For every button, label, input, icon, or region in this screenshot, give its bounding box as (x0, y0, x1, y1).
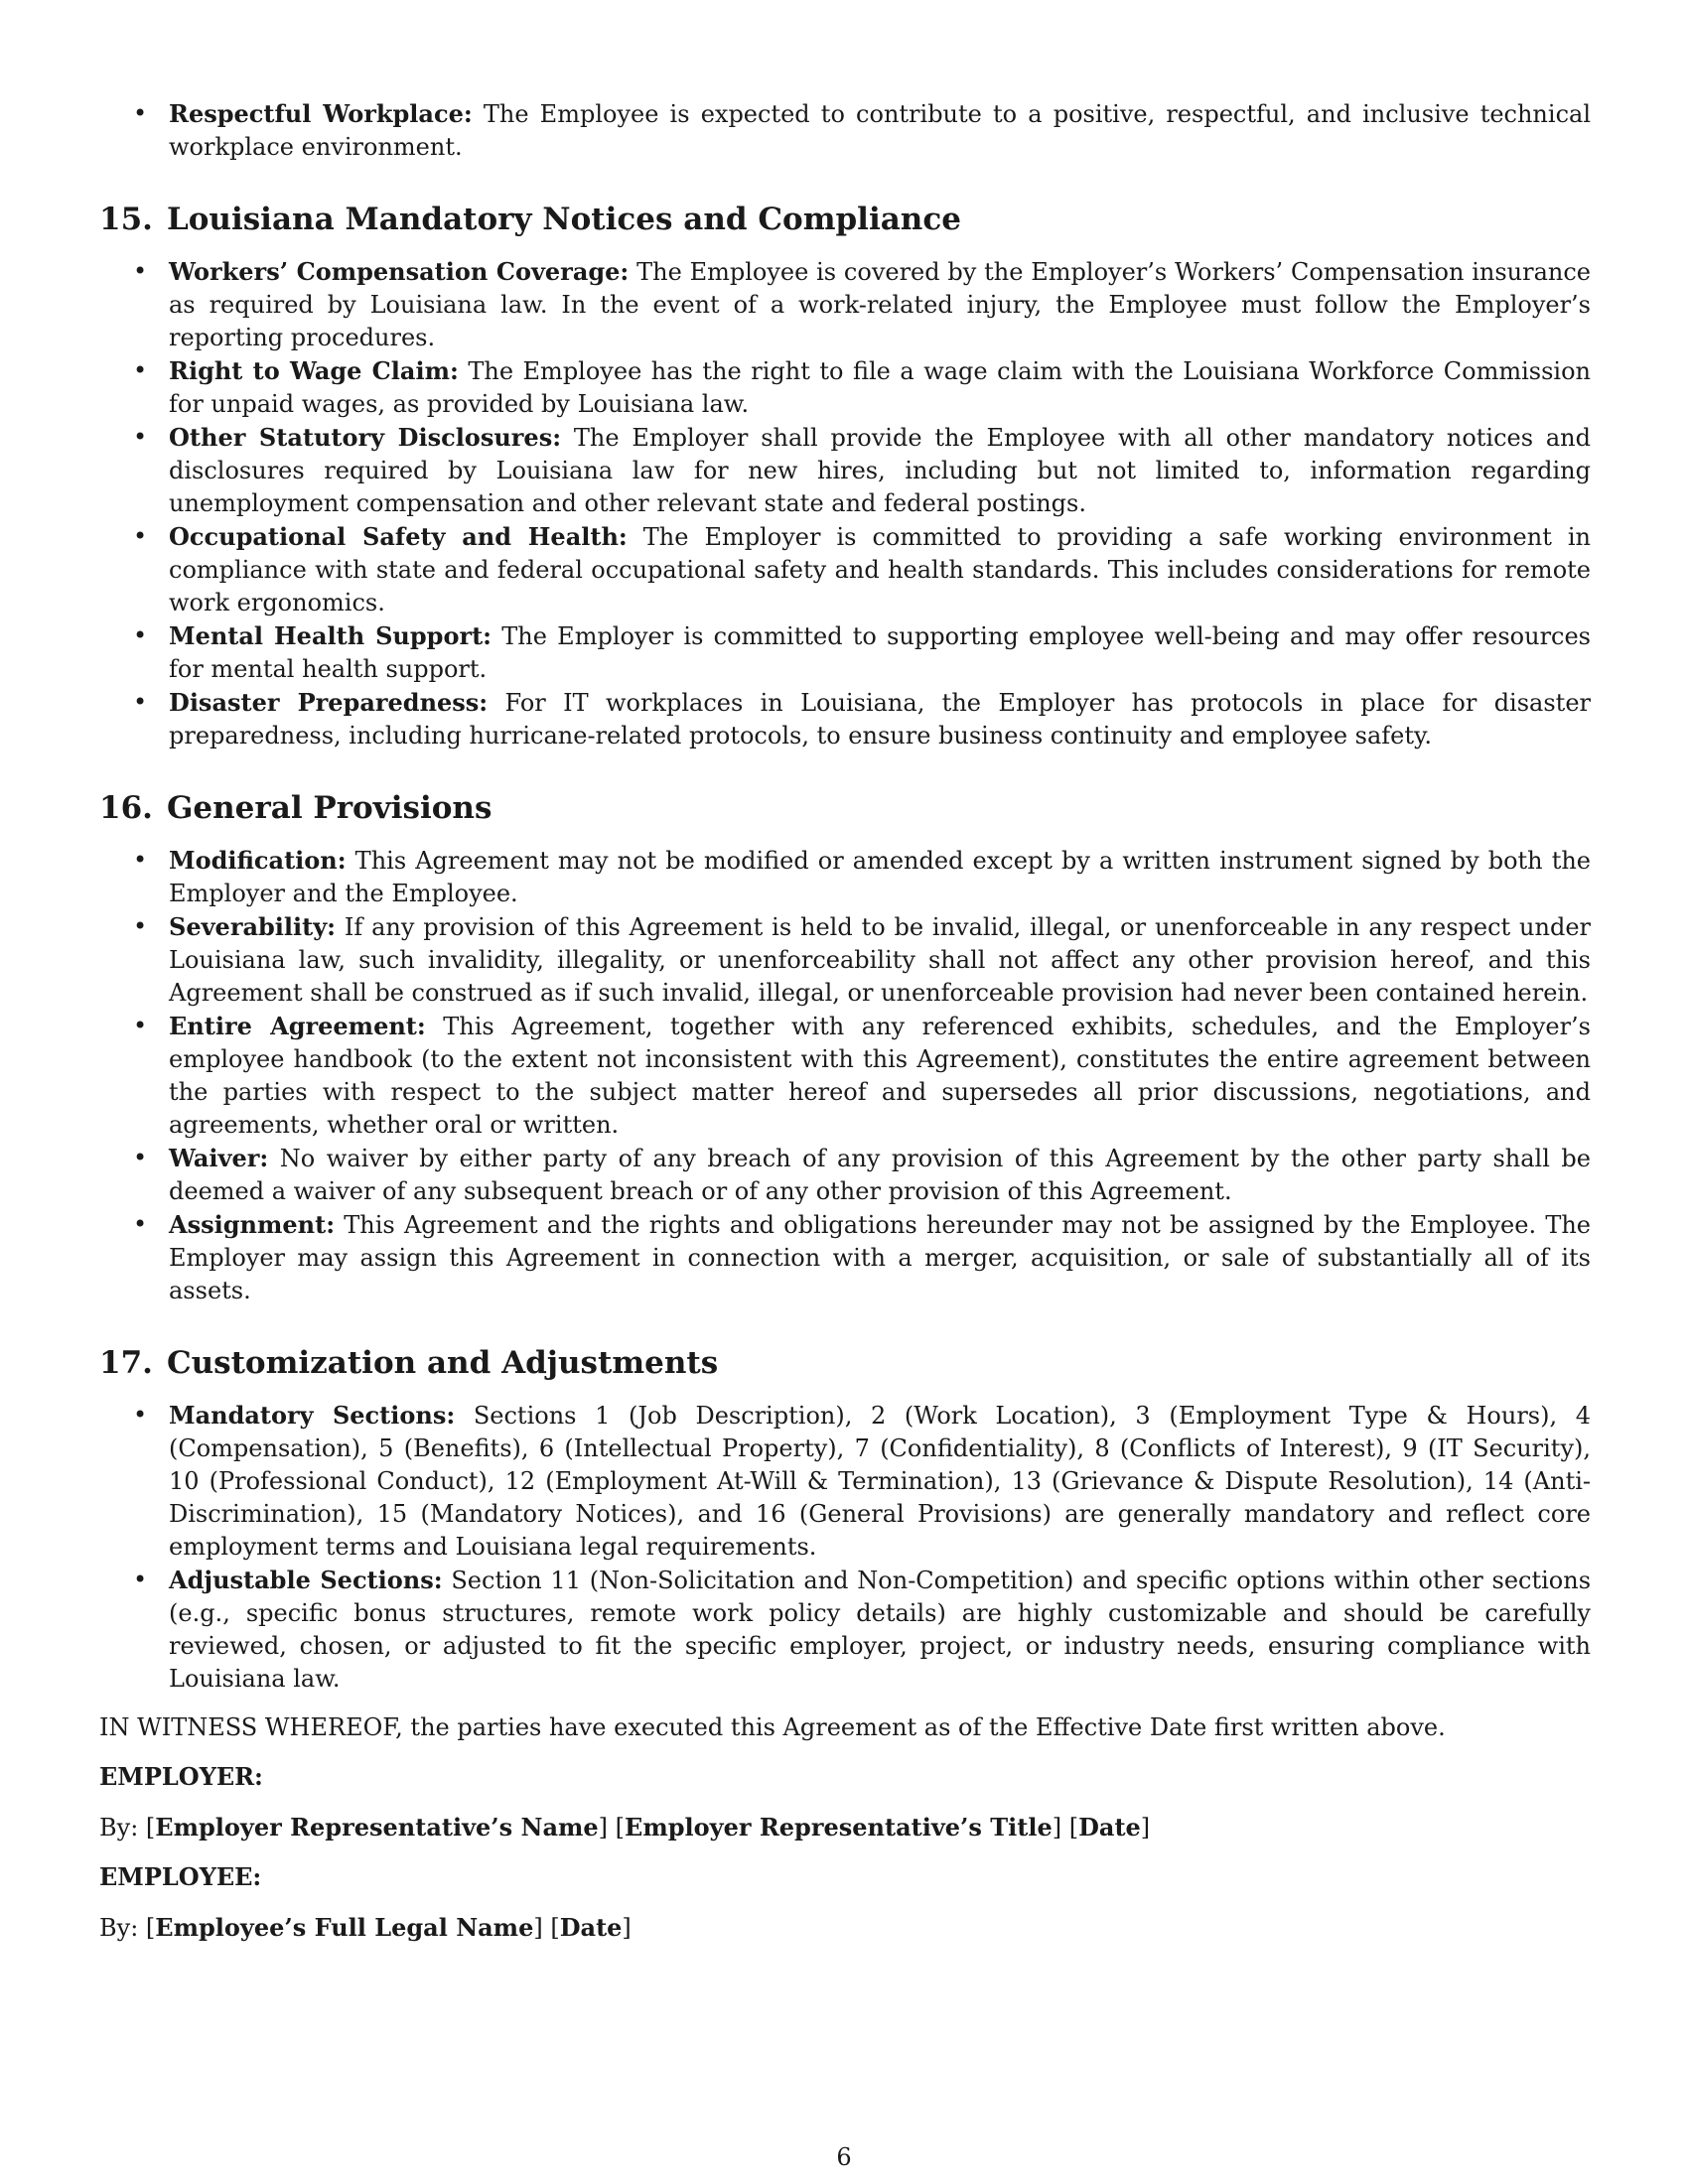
list-item (99, 421, 1591, 520)
employee-date-placeholder: Date (559, 1913, 623, 1942)
by-label: By: (99, 1914, 139, 1942)
item-term: Mental Health Support: (169, 621, 492, 650)
list-item (99, 1564, 1591, 1696)
section-number: 17. (99, 1345, 153, 1381)
section-number: 15. (99, 202, 153, 237)
list-item (99, 686, 1591, 752)
employee-label: EMPLOYEE: (99, 1862, 262, 1891)
section-title: Louisiana Mandatory Notices and Compliance (166, 202, 961, 237)
by-label: By: (99, 1814, 139, 1842)
item-term: Severability: (169, 912, 337, 941)
item-text: No waiver by either party of any breach of any provision of this Agreement by the other party shall be deemed a waiver of any subsequent breach or of any other provision of this Agreement. (169, 1145, 1591, 1205)
employee-signature-line: By: [Employee’s Full Legal Name] [Date] (99, 1913, 632, 1942)
witness-statement: IN WITNESS WHEREOF, the parties have executed this Agreement as of the Effective Date first written above. (99, 1713, 1446, 1741)
section-number: 16. (99, 790, 153, 826)
employer-signature-line: By: [Employer Representative’s Name] [Employer Representative’s Title] [Date] (99, 1813, 1151, 1842)
item-text: The Employer is committed to supporting employee well-being and may offer resources for mental health support. (169, 622, 1591, 683)
list-item (99, 354, 1591, 421)
list-item (99, 844, 1591, 910)
employer-rep-title-placeholder: Employer Representative’s Title (625, 1813, 1053, 1842)
item-text: The Employee has the right to file a wage claim with the Louisiana Workforce Commission for unpaid wages, as provided by Louisiana law. (169, 357, 1591, 418)
section-heading (99, 788, 1591, 828)
item-text: The Employer is committed to providing a safe working environment in compliance with state and federal occupational safety and health standards. This includes considerations for remote work ergonomics. (169, 523, 1591, 616)
employer-date-placeholder: Date (1078, 1813, 1141, 1842)
list-item (99, 1399, 1591, 1564)
section-item-list (99, 1399, 1591, 1696)
document-page (99, 97, 1591, 1945)
item-term: Workers’ Compensation Coverage: (169, 257, 630, 286)
item-term: Right to Wage Claim: (169, 356, 459, 385)
list-item (99, 1208, 1591, 1307)
employee-name-placeholder: Employee’s Full Legal Name (155, 1913, 534, 1942)
list-item (99, 255, 1591, 354)
item-text: This Agreement may not be modified or amended except by a written instrument signed by both the Employer and the Employee. (169, 847, 1591, 907)
item-text: The Employee is expected to contribute to a positive, respectful, and inclusive technical workplace environment. (169, 100, 1591, 161)
section-title: Customization and Adjustments (166, 1345, 719, 1381)
item-term: Entire Agreement: (169, 1012, 426, 1040)
item-text: Sections 1 (Job Description), 2 (Work Location), 3 (Employment Type & Hours), 4 (Compensation), 5 (Benefits), 6 (Intellectual Property), 7 (Confidentiality), 8 (Conflicts of Interest), 9 (IT Security), 10 (Professional Conduct), 12 (Employment At-Will & Termination), 13 (Grievance & Dispute Resolution), 14 (Anti-Discrimination), 15 (Mandatory Notices), and 16 (General Provisions) are generally mandatory and reflect core employment terms and Louisiana legal requirements. (169, 1402, 1592, 1561)
item-term: Modification: (169, 846, 347, 875)
item-term: Mandatory Sections: (169, 1401, 456, 1430)
item-text: This Agreement and the rights and obligations hereunder may not be assigned by the Employee. The Employer may assign this Agreement in connection with a merger, acquisition, or sale of substantially all of its assets. (169, 1211, 1591, 1304)
section-item-list (99, 255, 1591, 752)
item-term: Disaster Preparedness: (169, 688, 489, 717)
list-item (99, 1010, 1591, 1142)
employer-label: EMPLOYER: (99, 1762, 263, 1791)
item-term: Assignment: (169, 1210, 336, 1239)
section-item-list (99, 844, 1591, 1307)
item-text: The Employer shall provide the Employee with all other mandatory notices and disclosures required by Louisiana law for new hires, including but not limited to, information regarding unemployment compensation and other relevant state and federal postings. (169, 424, 1591, 517)
item-text: Section 11 (Non-Solicitation and Non-Competition) and specific options within other sections (e.g., specific bonus structures, remote work policy details) are highly customizable and should be carefully reviewed, chosen, or adjusted to fit the specific employer, project, or industry needs, ensuring compliance with Louisiana law. (169, 1567, 1592, 1693)
section-heading (99, 200, 1591, 239)
item-term: Adjustable Sections: (169, 1566, 443, 1594)
item-term: Occupational Safety and Health: (169, 522, 628, 551)
item-text: For IT workplaces in Louisiana, the Employer has protocols in place for disaster preparedness, including hurricane-related protocols, to ensure business continuity and employee safety. (169, 689, 1591, 750)
employer-rep-name-placeholder: Employer Representative’s Name (155, 1813, 599, 1842)
list-item (99, 619, 1591, 686)
list-item (99, 1142, 1591, 1208)
page-number: 6 (836, 2143, 852, 2171)
item-text: If any provision of this Agreement is held to be invalid, illegal, or unenforceable in any respect under Louisiana law, such invalidity, illegality, or unenforceability shall not affect any other provision hereof, and this Agreement shall be construed as if such invalid, illegal, or unenforceable provision had never been contained herein. (169, 913, 1591, 1007)
list-item (99, 910, 1591, 1010)
section-heading (99, 1343, 1591, 1383)
item-term: Respectful Workplace: (169, 99, 473, 128)
list-item (99, 520, 1591, 619)
item-term: Other Statutory Disclosures: (169, 423, 562, 452)
item-text: The Employee is covered by the Employer’s Workers’ Compensation insurance as required by Louisiana law. In the event of a work-related injury, the Employee must follow the Employer’s reporting procedures. (169, 258, 1591, 351)
list-item (99, 97, 1591, 164)
item-term: Waiver: (169, 1144, 269, 1172)
top-item-list (99, 97, 1591, 164)
section-title: General Provisions (166, 790, 492, 826)
item-text: This Agreement, together with any referenced exhibits, schedules, and the Employer’s employee handbook (to the extent not inconsistent with this Agreement), constitutes the entire agreement between the parties with respect to the subject matter hereof and supersedes all prior discussions, negotiations, and agreements, whether oral or written. (169, 1013, 1591, 1139)
